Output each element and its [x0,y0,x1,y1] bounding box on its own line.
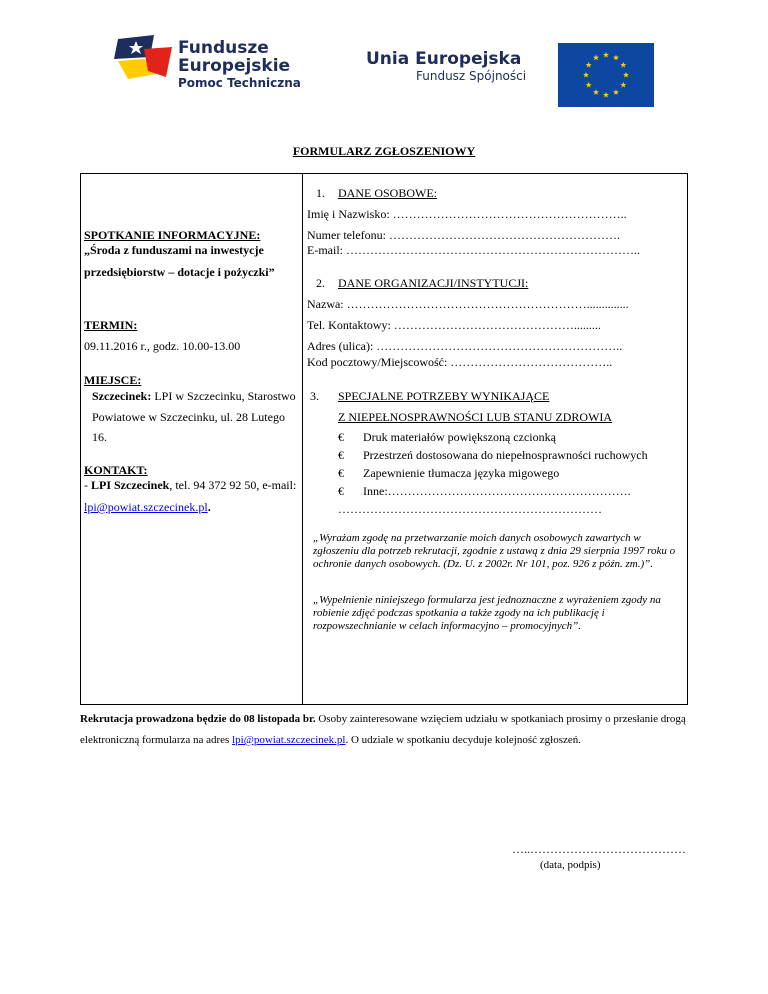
postal-field[interactable]: Kod pocztowy/Miejscowość: ………………………………….. [307,355,613,369]
org-name-field[interactable]: Nazwa: …………………………………………………….............. [307,297,629,311]
footer-bold: Rekrutacja prowadzona będzie do 08 listopada br. [80,713,316,725]
place-line1 [92,389,296,403]
meeting-line2: przedsiębiorstw – dotacje i pożyczki” [84,265,275,279]
footer-line1 [80,712,686,726]
contact-line2 [84,500,211,514]
name-field[interactable]: Imię i Nazwisko: ………………………………………………….. [307,207,627,221]
place-line1-rest: LPI w Szczecinku, Starostwo [151,389,296,403]
unia-europejska-text [366,49,526,83]
footer-line2-start: elektroniczną formularza na adres [80,734,233,746]
org-phone-field[interactable]: Tel. Kontaktowy: ………………………………………......... [307,318,601,332]
consent-data-processing: „Wyrażam zgodę na przetwarzanie moich danych osobowych zawartych w zgłoszeniu dla potrzeb rekrutacji, zgodnie z ustawą z dnia 29 sierpnia 1997 roku o ochronie danych osobowych. (Dz. U. z 2002r. Nr 101, poz. 926 z późn. zm.)”. [313,532,676,570]
option-checkbox-accessible-space[interactable]: € [338,448,344,462]
ue-line2: Fundusz Spójności [416,69,527,83]
section1-title: DANE OSOBOWE: [338,186,437,200]
fundusze-europejskie-text [178,39,301,91]
section3-title-line2: Z NIEPEŁNOSPRAWNOŚCI LUB STANU ZDROWIA [338,410,613,424]
term-value: 09.11.2016 r., godz. 10.00-13.00 [84,339,241,353]
section1-number: 1. [316,186,325,200]
option-checkbox-sign-language[interactable]: € [338,466,344,480]
contact-rest: , tel. 94 372 92 50, e-mail: [169,478,297,492]
form-title: FORMULARZ ZGŁOSZENIOWY [292,144,476,158]
place-name: Szczecinek: [92,389,152,403]
option-label-large-print: Druk materiałów powiększoną czcionką [363,430,556,444]
contact-email-link[interactable]: lpi@powiat.szczecinek.pl [84,500,208,514]
section3-number: 3. [310,389,319,403]
option-label-accessible-space: Przestrzeń dostosowana do niepełnosprawności ruchowych [363,448,648,462]
email-field[interactable]: E-mail: ……………………………………………………………….. [307,243,640,257]
fe-line2: Europejskie [178,56,291,76]
footer-line2-end: . O udziale w spotkaniu decyduje kolejność zgłoszeń. [345,734,581,746]
meeting-line1: „Środa z funduszami na inwestycje [84,243,264,257]
place-label: MIEJSCE: [84,373,142,387]
signature-line: …..………………………………… [512,842,686,856]
place-line3: 16. [92,430,107,444]
consent-photos: „Wypełnienie niniejszego formularza jest jednoznaczne z wyrażeniem zgody na robienie zdjęć podczas spotkania a także zgody na ich publikację i rozpowszechnianie w celach informacyjno – promocyjnych”. [313,594,661,632]
fe-line1: Fundusze [178,38,269,58]
other-line[interactable]: ………………………………………………………… [338,502,602,516]
contact-name: LPI Szczecinek [91,478,170,492]
place-line2: Powiatowe w Szczecinku, ul. 28 Lutego [92,410,285,424]
footer-rest: Osoby zainteresowane wzięciem udziału w spotkaniach prosimy o przesłanie drogą [315,713,686,725]
fe-line3: Pomoc Techniczna [178,76,301,90]
contact-prefix: - [84,478,91,492]
contact-end: . [207,500,211,514]
column-divider [302,173,303,705]
footer-line2 [80,733,581,747]
option-label-sign-language: Zapewnienie tłumacza języka migowego [363,466,560,480]
section2-title: DANE ORGANIZACJI/INSTYTUCJI: [338,276,529,290]
option-checkbox-other[interactable]: € [338,484,344,498]
ue-line1: Unia Europejska [366,49,522,69]
signature-label: (data, podpis) [540,859,601,871]
fundusze-europejskie-logo-icon [114,33,174,83]
section3-title-line1: SPECJALNE POTRZEBY WYNIKAJĄCE [338,389,550,403]
term-label: TERMIN: [84,318,138,332]
contact-label: KONTAKT: [84,463,148,477]
meeting-label: SPOTKANIE INFORMACYJNE: [84,228,261,242]
address-field[interactable]: Adres (ulica): …………………………………………………….. [307,339,623,353]
option-label-other[interactable]: Inne:……………………………………………………. [363,484,631,498]
phone-field[interactable]: Numer telefonu: …………………………………………………. [307,228,620,242]
option-checkbox-large-print[interactable]: € [338,430,344,444]
footer-email-link[interactable]: lpi@powiat.szczecinek.pl [232,734,346,746]
header-logos [96,25,676,93]
eu-flag-icon [558,43,654,107]
section2-number: 2. [316,276,325,290]
contact-line1 [84,478,296,492]
